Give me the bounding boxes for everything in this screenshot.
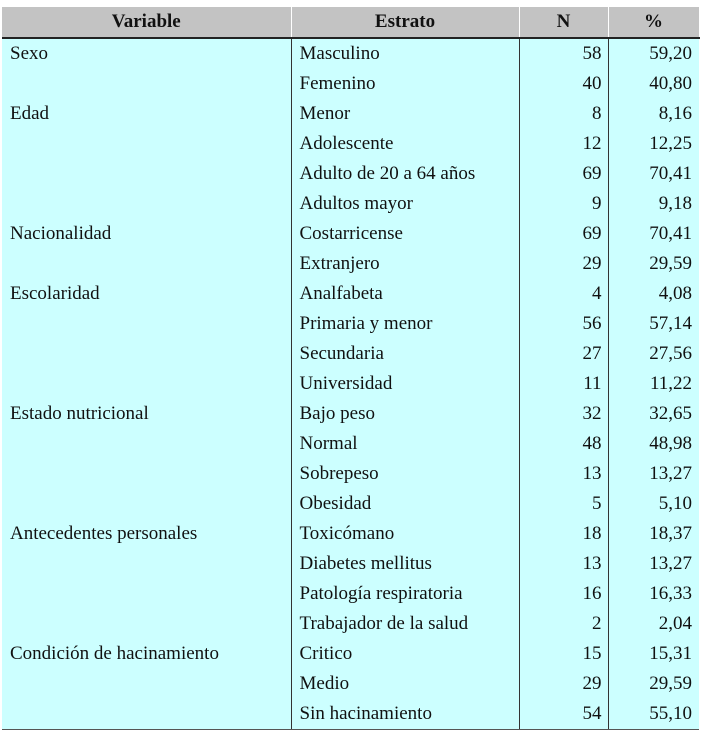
- table-row: [2, 699, 699, 730]
- table-row: [2, 129, 699, 159]
- cell-n: 11: [519, 369, 608, 399]
- cell-estrato: Sobrepeso: [291, 459, 519, 489]
- table-row: [2, 38, 699, 69]
- cell-estrato: Bajo peso: [291, 399, 519, 429]
- cell-n: 58: [519, 38, 608, 69]
- cell-percent: 16,33: [608, 579, 699, 609]
- cell-estrato: Adultos mayor: [291, 189, 519, 219]
- demographics-table: [2, 7, 700, 730]
- cell-estrato: Trabajador de la salud: [291, 609, 519, 639]
- table-row: [2, 249, 699, 279]
- cell-variable: Antecedentes personales: [2, 519, 291, 549]
- cell-percent: 9,18: [608, 189, 699, 219]
- cell-n: 12: [519, 129, 608, 159]
- cell-variable: [2, 369, 291, 399]
- cell-n: 32: [519, 399, 608, 429]
- cell-n: 8: [519, 99, 608, 129]
- cell-variable: Escolaridad: [2, 279, 291, 309]
- header-row: [2, 7, 699, 38]
- header-estrato: Estrato: [291, 7, 519, 38]
- cell-percent: 18,37: [608, 519, 699, 549]
- header-n: N: [519, 7, 608, 38]
- cell-n: 16: [519, 579, 608, 609]
- cell-n: 4: [519, 279, 608, 309]
- header-variable: Variable: [2, 7, 291, 38]
- table-header: [2, 7, 699, 38]
- cell-n: 29: [519, 249, 608, 279]
- cell-variable: [2, 549, 291, 579]
- cell-percent: 29,59: [608, 249, 699, 279]
- cell-percent: 15,31: [608, 639, 699, 669]
- table-row: [2, 399, 699, 429]
- cell-variable: [2, 429, 291, 459]
- cell-percent: 12,25: [608, 129, 699, 159]
- cell-variable: [2, 669, 291, 699]
- cell-n: 18: [519, 519, 608, 549]
- header-percent: %: [608, 7, 699, 38]
- cell-percent: 2,04: [608, 609, 699, 639]
- cell-n: 48: [519, 429, 608, 459]
- cell-estrato: Universidad: [291, 369, 519, 399]
- table-row: [2, 519, 699, 549]
- cell-percent: 13,27: [608, 549, 699, 579]
- cell-percent: 29,59: [608, 669, 699, 699]
- cell-variable: [2, 309, 291, 339]
- cell-percent: 4,08: [608, 279, 699, 309]
- cell-variable: [2, 189, 291, 219]
- cell-estrato: Obesidad: [291, 489, 519, 519]
- cell-estrato: Normal: [291, 429, 519, 459]
- cell-variable: [2, 249, 291, 279]
- cell-variable: [2, 609, 291, 639]
- cell-n: 69: [519, 219, 608, 249]
- table-row: [2, 189, 699, 219]
- cell-estrato: Masculino: [291, 38, 519, 69]
- table-row: [2, 429, 699, 459]
- cell-n: 9: [519, 189, 608, 219]
- cell-variable: Nacionalidad: [2, 219, 291, 249]
- cell-percent: 40,80: [608, 69, 699, 99]
- cell-n: 69: [519, 159, 608, 189]
- cell-estrato: Primaria y menor: [291, 309, 519, 339]
- cell-variable: [2, 459, 291, 489]
- cell-percent: 70,41: [608, 159, 699, 189]
- cell-variable: [2, 129, 291, 159]
- cell-percent: 55,10: [608, 699, 699, 730]
- cell-estrato: Medio: [291, 669, 519, 699]
- cell-percent: 70,41: [608, 219, 699, 249]
- cell-n: 29: [519, 669, 608, 699]
- cell-n: 54: [519, 699, 608, 730]
- cell-n: 5: [519, 489, 608, 519]
- cell-estrato: Secundaria: [291, 339, 519, 369]
- cell-percent: 11,22: [608, 369, 699, 399]
- cell-estrato: Patología respiratoria: [291, 579, 519, 609]
- cell-estrato: Diabetes mellitus: [291, 549, 519, 579]
- cell-percent: 59,20: [608, 38, 699, 69]
- cell-estrato: Critico: [291, 639, 519, 669]
- table-row: [2, 639, 699, 669]
- cell-percent: 5,10: [608, 489, 699, 519]
- cell-variable: [2, 339, 291, 369]
- table-row: [2, 99, 699, 129]
- cell-variable: [2, 69, 291, 99]
- cell-variable: [2, 159, 291, 189]
- table-row: [2, 369, 699, 399]
- cell-percent: 13,27: [608, 459, 699, 489]
- cell-estrato: Toxicómano: [291, 519, 519, 549]
- cell-estrato: Adolescente: [291, 129, 519, 159]
- cell-variable: Edad: [2, 99, 291, 129]
- cell-estrato: Femenino: [291, 69, 519, 99]
- table-row: [2, 279, 699, 309]
- cell-estrato: Adulto de 20 a 64 años: [291, 159, 519, 189]
- cell-percent: 57,14: [608, 309, 699, 339]
- cell-variable: Condición de hacinamiento: [2, 639, 291, 669]
- cell-n: 2: [519, 609, 608, 639]
- table-row: [2, 159, 699, 189]
- table-row: [2, 459, 699, 489]
- cell-n: 56: [519, 309, 608, 339]
- cell-n: 13: [519, 459, 608, 489]
- table-body: [2, 38, 699, 730]
- cell-variable: Estado nutricional: [2, 399, 291, 429]
- cell-percent: 48,98: [608, 429, 699, 459]
- table-row: [2, 219, 699, 249]
- cell-estrato: Extranjero: [291, 249, 519, 279]
- cell-estrato: Costarricense: [291, 219, 519, 249]
- cell-estrato: Sin hacinamiento: [291, 699, 519, 730]
- cell-n: 15: [519, 639, 608, 669]
- cell-variable: [2, 489, 291, 519]
- table-row: [2, 579, 699, 609]
- cell-variable: [2, 699, 291, 730]
- cell-variable: Sexo: [2, 38, 291, 69]
- table-row: [2, 669, 699, 699]
- table-row: [2, 339, 699, 369]
- table-container: [2, 7, 699, 730]
- cell-n: 13: [519, 549, 608, 579]
- table-row: [2, 549, 699, 579]
- cell-percent: 27,56: [608, 339, 699, 369]
- cell-n: 27: [519, 339, 608, 369]
- table-row: [2, 489, 699, 519]
- cell-estrato: Analfabeta: [291, 279, 519, 309]
- table-row: [2, 609, 699, 639]
- table-row: [2, 309, 699, 339]
- cell-percent: 8,16: [608, 99, 699, 129]
- cell-variable: [2, 579, 291, 609]
- cell-n: 40: [519, 69, 608, 99]
- cell-percent: 32,65: [608, 399, 699, 429]
- table-row: [2, 69, 699, 99]
- cell-estrato: Menor: [291, 99, 519, 129]
